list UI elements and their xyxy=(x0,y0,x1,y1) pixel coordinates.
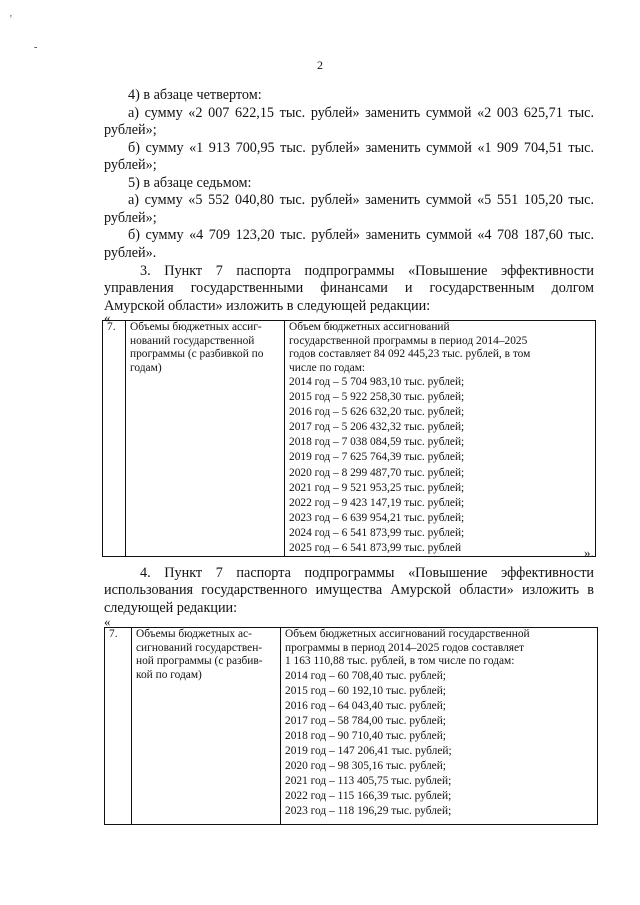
table2-header-line: 1 163 110,88 тыс. рублей, в том числе по годам: xyxy=(285,655,515,667)
para5-b-line2: рублей». xyxy=(104,245,157,261)
table1-year-line: 2016 год – 5 626 632,20 тыс. рублей; xyxy=(289,406,465,419)
para4-intro: 4) в абзаце четвертом: xyxy=(128,87,262,103)
table2-year-line: 2017 год – 58 784,00 тыс. рублей; xyxy=(285,714,446,727)
table2-label-line: сигнований государствен- xyxy=(136,641,263,654)
table2-year-line: 2022 год – 115 166,39 тыс. рублей; xyxy=(285,790,452,803)
table2-label-line: Объемы бюджетных ас- xyxy=(136,628,252,640)
table2-year-line: 2018 год – 90 710,40 тыс. рублей; xyxy=(285,729,446,742)
item4-line3: следующей редакции: xyxy=(104,600,238,616)
table1-label-line: программы (с разбивкой по xyxy=(130,348,264,360)
table1-year-line: 2020 год – 8 299 487,70 тыс. рублей; xyxy=(289,466,465,479)
para4-b-line2: рублей»; xyxy=(104,157,157,173)
table2-year-line: 2015 год – 60 192,10 тыс. рублей; xyxy=(285,684,446,697)
para4-a-line1: а) сумму «2 007 622,15 тыс. рублей» заменить суммой «2 003 625,71 тыс. xyxy=(128,105,594,121)
table1-year-line: 2024 год – 6 541 873,99 тыс. рублей; xyxy=(289,526,465,539)
item3-line3: Амурской области» изложить в следующей редакции: xyxy=(104,298,431,314)
table2-value-cell xyxy=(281,628,598,825)
table1-year-line: 2022 год – 9 423 147,19 тыс. рублей; xyxy=(289,496,465,509)
para5-a-line1: а) сумму «5 552 040,80 тыс. рублей» заменить суммой «5 551 105,20 тыс. xyxy=(128,192,594,208)
table1-year-line: 2014 год – 5 704 983,10 тыс. рублей; xyxy=(289,376,465,388)
table1-label-line: нований государственной xyxy=(130,334,255,347)
para5-b-line1: б) сумму «4 709 123,20 тыс. рублей» заменить суммой «4 708 187,60 тыс. xyxy=(128,227,594,243)
table2-header-line: программы в период 2014–2025 годов составляет xyxy=(285,641,525,654)
table1-year-line: 2025 год – 6 541 873,99 тыс. рублей xyxy=(289,542,462,555)
table2-year-line: 2020 год – 98 305,16 тыс. рублей; xyxy=(285,760,446,773)
table2-year-line: 2019 год – 147 206,41 тыс. рублей; xyxy=(285,744,452,757)
item4-line1: 4. Пункт 7 паспорта подпрограммы «Повышение эффективности xyxy=(140,565,594,581)
table2-header-line: Объем бюджетных ассигнований государственной xyxy=(285,628,530,640)
table1-label-line: годам) xyxy=(130,361,162,374)
table2-year-line: 2014 год – 60 708,40 тыс. рублей; xyxy=(285,669,446,682)
para5-intro: 5) в абзаце седьмом: xyxy=(128,175,252,191)
table1-year-line: 2018 год – 7 038 084,59 тыс. рублей; xyxy=(289,436,465,449)
table2-year-line: 2023 год – 118 196,29 тыс. рублей; xyxy=(285,805,452,818)
table1-year-line: 2017 год – 5 206 432,32 тыс. рублей; xyxy=(289,421,465,434)
table1-header-line: государственной программы в период 2014–2025 xyxy=(289,334,528,347)
item3-line2: управления государственными финансами и государственным долгом xyxy=(104,280,594,296)
table1-year-line: 2021 год – 9 521 953,25 тыс. рублей; xyxy=(289,481,465,494)
table2-year-line: 2016 год – 64 043,40 тыс. рублей; xyxy=(285,699,446,712)
table1-header-line: годов составляет 84 092 445,23 тыс. рублей, в том xyxy=(289,348,531,360)
table1-year-line: 2019 год – 7 625 764,39 тыс. рублей; xyxy=(289,451,465,464)
table1-header-line: числе по годам: xyxy=(289,361,366,374)
table1-year-line: 2015 год – 5 922 258,30 тыс. рублей; xyxy=(289,391,465,404)
para5-a-line2: рублей»; xyxy=(104,210,157,226)
table2-open-quote: « xyxy=(104,614,111,629)
table1-close-quote: ». xyxy=(584,545,594,560)
table1-open-quote: « xyxy=(104,310,111,325)
para4-a-line2: рублей»; xyxy=(104,122,157,138)
table2-label-cell xyxy=(132,628,281,825)
item4-line2: использования государственного имущества Амурской области» изложить в xyxy=(104,582,594,598)
table1-label-line: Объемы бюджетных ассиг- xyxy=(130,321,262,333)
passport-table-1 xyxy=(102,320,596,557)
passport-table-2 xyxy=(104,627,598,825)
table2-label-line: ной программы (с разбив- xyxy=(136,655,263,667)
table1-header-line: Объем бюджетных ассигнований xyxy=(289,321,450,333)
scan-mark: - xyxy=(34,42,38,53)
table1-row-number: 7. xyxy=(103,321,126,557)
table1-value-cell xyxy=(285,321,596,557)
table2-label-line: кой по годам) xyxy=(136,668,202,681)
table2-row-number: 7. xyxy=(105,628,132,825)
para4-b-line1: б) сумму «1 913 700,95 тыс. рублей» заменить суммой «1 909 704,51 тыс. xyxy=(128,140,594,156)
item3-line1: 3. Пункт 7 паспорта подпрограммы «Повышение эффективности xyxy=(140,263,594,279)
table1-label-cell xyxy=(126,321,285,557)
table2-year-line: 2021 год – 113 405,75 тыс. рублей; xyxy=(285,775,452,788)
page-number: 2 xyxy=(317,58,323,72)
table1-year-line: 2023 год – 6 639 954,21 тыс. рублей; xyxy=(289,511,465,524)
scan-mark: ' xyxy=(10,14,12,25)
